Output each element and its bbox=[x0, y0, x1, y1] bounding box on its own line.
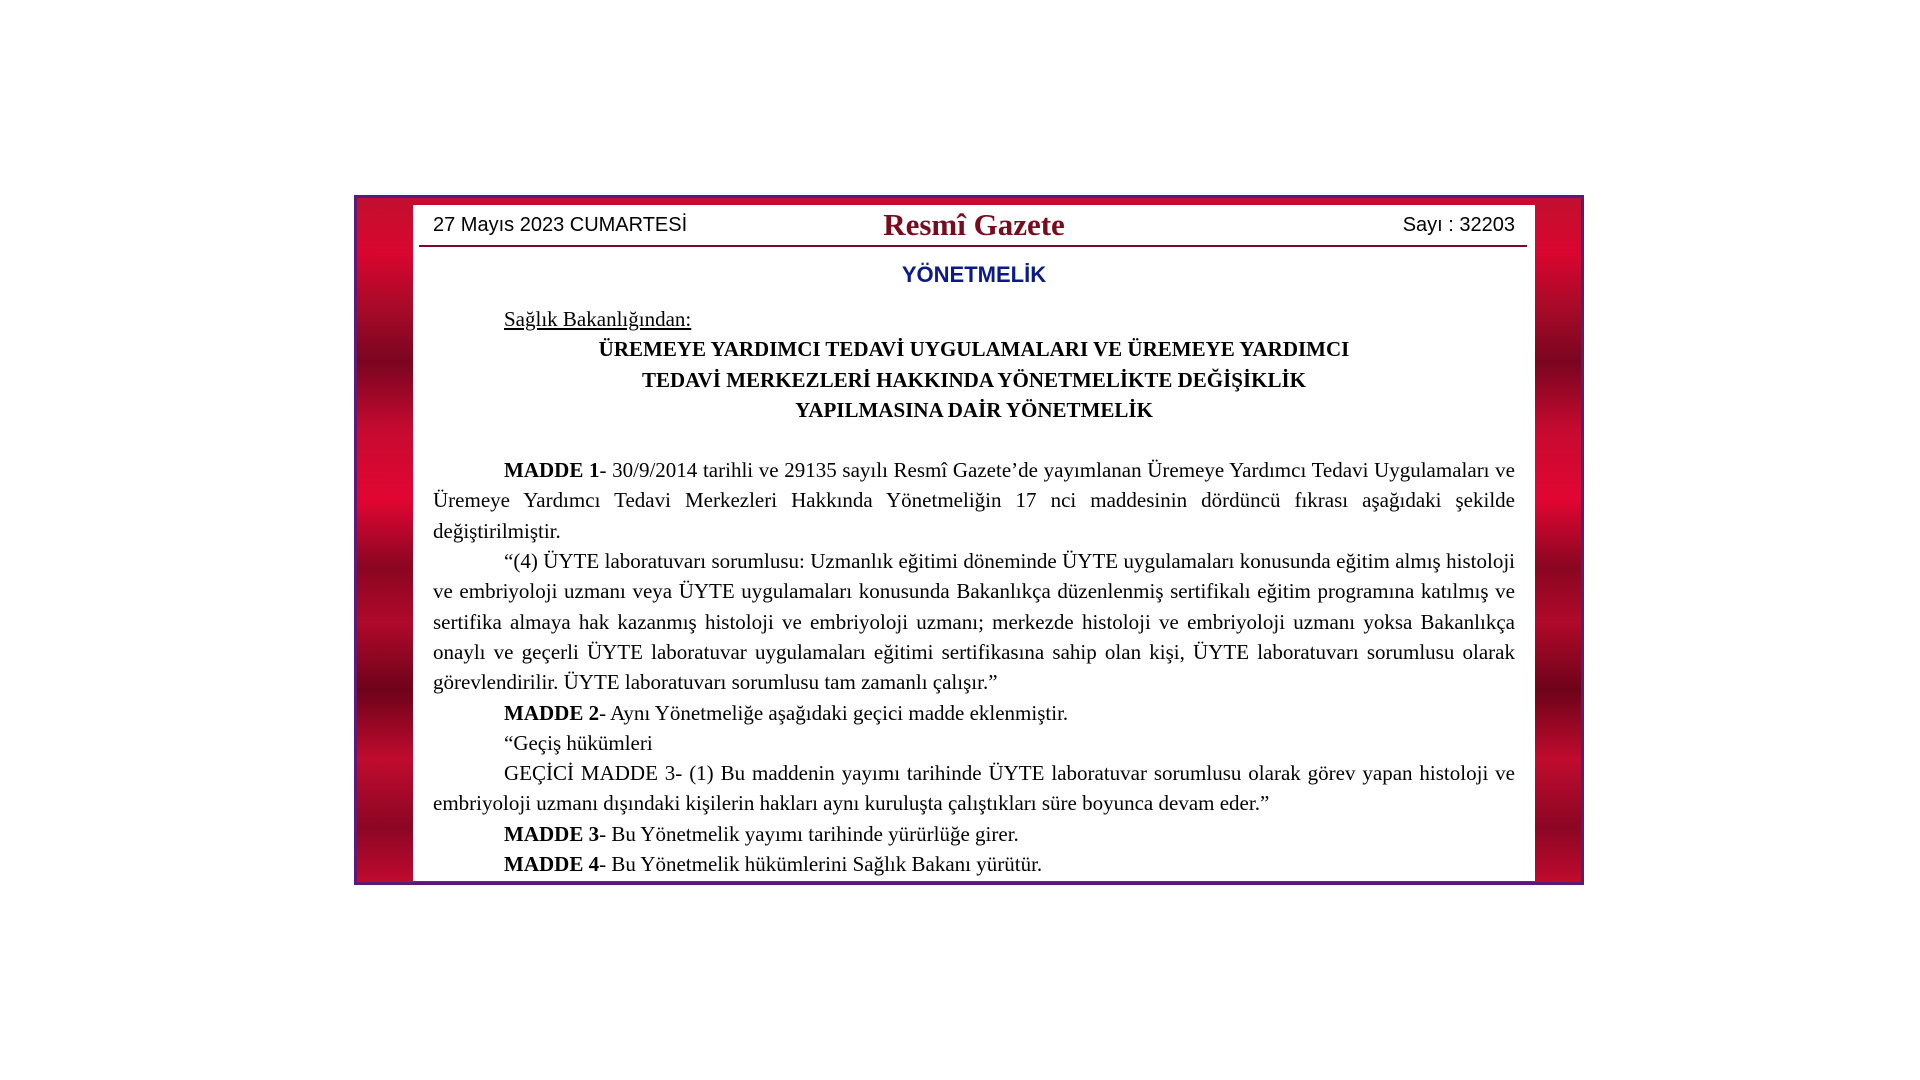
article-1 bbox=[433, 455, 1515, 546]
issue-number: Sayı : 32203 bbox=[1402, 214, 1515, 236]
gazette-frame bbox=[354, 195, 1584, 885]
regulation-title bbox=[433, 334, 1515, 425]
article-text: - 30/9/2014 tarihli ve 29135 sayılı Resmî Gazete’de yayımlanan Üremeye Yardımcı Tedavi Uygulamaları ve Üremeye Yardımcı Tedavi Merkezleri Hakkında Yönetmeliğin 17 nci maddesinin dördüncü fıkrası aşağıdaki şekilde değiştirilmiştir. bbox=[433, 458, 1515, 543]
provisional-article-3 bbox=[433, 758, 1515, 819]
article-label: MADDE 3 bbox=[504, 821, 600, 846]
article-1-amendment bbox=[433, 546, 1515, 697]
article-text: “(4) ÜYTE laboratuvarı sorumlusu: Uzmanlık eğitimi döneminde ÜYTE uygulamaları konusunda eğitim almış histoloji ve embriyoloji uzmanı veya ÜYTE uygulamaları konusunda Bakanlıkça düzenlenmiş sertifikalı eğitim programına katılmış ve sertifika almaya hak kazanmış histoloji ve embriyoloji uzmanı; merkezde histoloji ve embriyoloji uzmanı yoksa Bakanlıkça onaylı ve geçerli ÜYTE laboratuvar uygulamaları eğitimi sertifikasına sahip olan kişi, ÜYTE laboratuvarı sorumlusu olarak görevlendirilir. ÜYTE laboratuvarı sorumlusu tam zamanlı çalışır.” bbox=[433, 549, 1515, 695]
issue-date: 27 Mayıs 2023 CUMARTESİ bbox=[433, 214, 688, 236]
transition-heading bbox=[433, 728, 1515, 758]
article-text: GEÇİCİ MADDE 3- (1) Bu maddenin yayımı tarihinde ÜYTE laboratuvar sorumlusu olarak görev yapan histoloji ve embriyoloji uzmanı dışındaki kişilerin hakları aynı kuruluşta çalıştıkları süre boyunca devam eder.” bbox=[433, 761, 1515, 816]
article-label: MADDE 2 bbox=[504, 700, 600, 725]
gazette-title: Resmî Gazete bbox=[883, 207, 1065, 242]
article-text: - Aynı Yönetmeliğe aşağıdaki geçici madde eklenmiştir. bbox=[599, 700, 1069, 725]
regulation-title-line: YAPILMASINA DAİR YÖNETMELİK bbox=[795, 397, 1153, 422]
article-2 bbox=[433, 698, 1515, 728]
regulation-title-line: ÜREMEYE YARDIMCI TEDAVİ UYGULAMALARI VE ÜREMEYE YARDIMCI bbox=[598, 337, 1350, 362]
ministry-name: Sağlık Bakanlığından: bbox=[504, 307, 692, 331]
article-3 bbox=[433, 819, 1515, 849]
article-label: MADDE 4 bbox=[504, 852, 600, 877]
header-divider bbox=[419, 245, 1527, 247]
article-label: MADDE 1 bbox=[504, 458, 600, 483]
article-4 bbox=[433, 849, 1515, 879]
article-text: - Bu Yönetmelik hükümlerini Sağlık Bakanı yürütür. bbox=[599, 852, 1043, 877]
article-text: “Geçiş hükümleri bbox=[504, 730, 653, 755]
document-body bbox=[433, 304, 1515, 879]
regulation-title-line: TEDAVİ MERKEZLERİ HAKKINDA YÖNETMELİKTE DEĞİŞİKLİK bbox=[642, 367, 1306, 392]
section-heading: YÖNETMELİK bbox=[901, 262, 1047, 287]
article-text: - Bu Yönetmelik yayımı tarihinde yürürlüğe girer. bbox=[599, 821, 1019, 846]
gazette-page bbox=[413, 205, 1535, 881]
